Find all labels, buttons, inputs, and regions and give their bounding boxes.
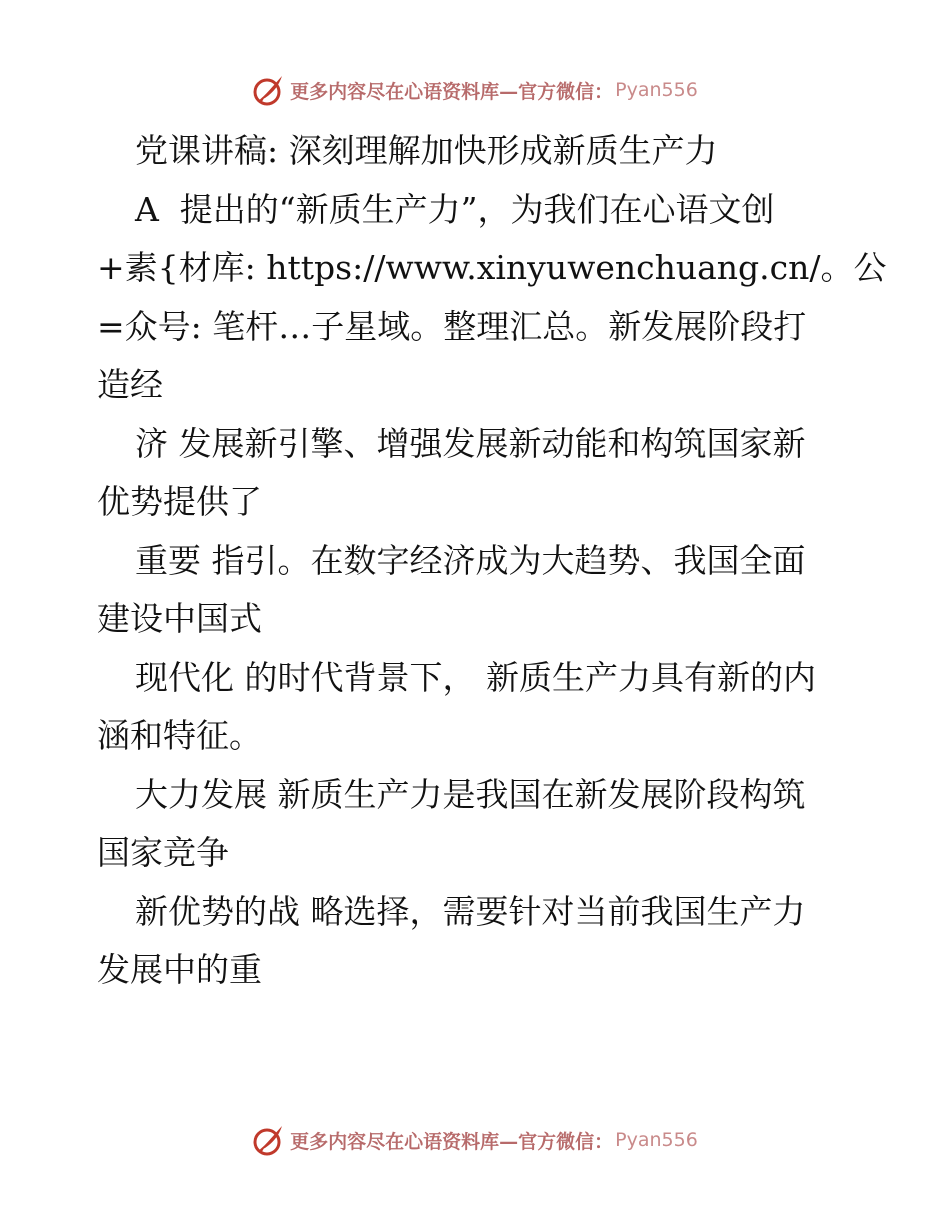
paragraph-line: +素{材库: https://www.xinyuwenchuang.cn/。公 [97, 248, 887, 287]
quill-pen-logo-icon [252, 1123, 286, 1157]
paragraph-line: 新优势的战 略选择，需要针对当前我国生产力 [135, 891, 806, 931]
paragraph-line: 优势提供了 [97, 482, 262, 521]
paragraph-line: A 提出的“新质生产力”，为我们在心语文创 [135, 189, 775, 229]
watermark-wechat-id: Pyan556 [615, 79, 698, 101]
quill-pen-logo-icon [252, 73, 286, 107]
paragraph-line: 涵和特征。 [97, 716, 262, 755]
watermark-wechat-id: Pyan556 [615, 1129, 698, 1151]
paragraph-line: 国家竞争 [97, 833, 229, 872]
paragraph-line: 建设中国式 [97, 599, 262, 638]
footer-watermark [0, 1122, 950, 1158]
paragraph-line: 重要 指引。在数字经济成为大趋势、我国全面 [135, 540, 806, 580]
paragraph-line: 济 发展新引擎、增强发展新动能和构筑国家新 [135, 423, 806, 463]
paragraph-line: 造经 [97, 365, 163, 404]
paragraph-line: 大力发展 新质生产力是我国在新发展阶段构筑 [135, 774, 806, 814]
paragraph-line: =众号: 笔杆…子星域。整理汇总。新发展阶段打 [97, 306, 807, 346]
watermark-text: 更多内容尽在心语资料库—官方微信： [290, 1130, 614, 1153]
paragraph-line: 发展中的重 [97, 950, 262, 989]
watermark-text: 更多内容尽在心语资料库—官方微信： [290, 80, 614, 103]
document-body [97, 122, 887, 1000]
header-watermark [0, 72, 950, 108]
paragraph-line: 现代化 的时代背景下， 新质生产力具有新的内 [135, 657, 816, 697]
document-title: 党课讲稿: 深刻理解加快形成新质生产力 [135, 131, 718, 170]
